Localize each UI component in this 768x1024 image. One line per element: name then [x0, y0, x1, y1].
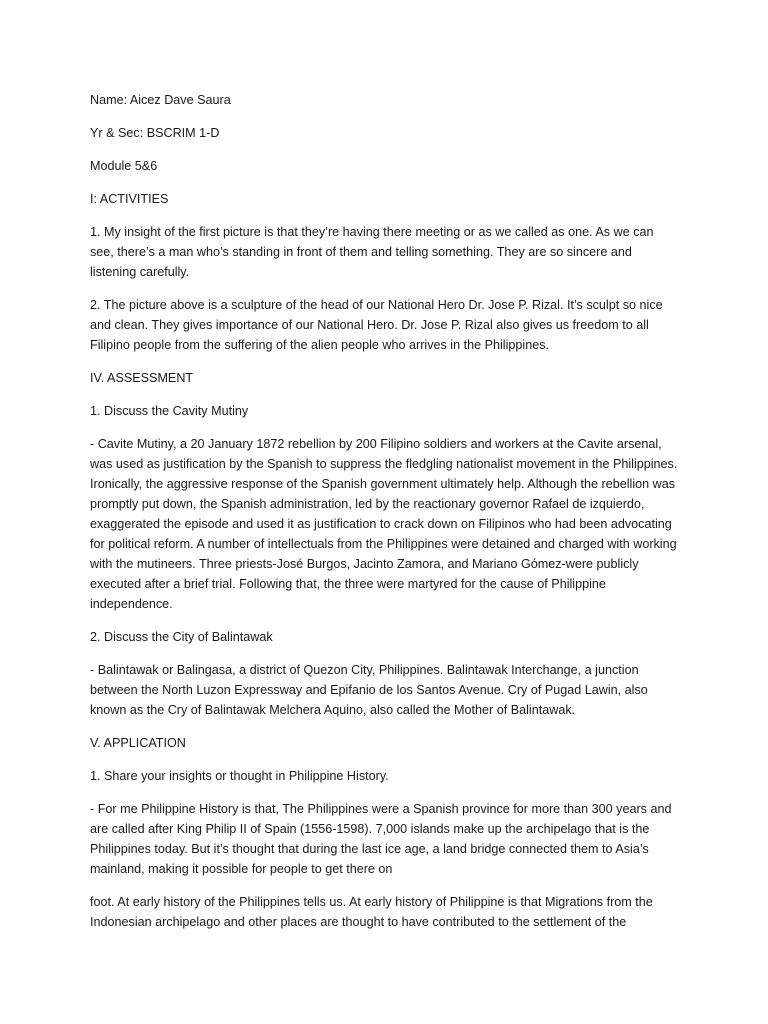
document-page: [90, 90, 680, 945]
assessment-question-1: 1. Discuss the Cavity Mutiny: [90, 404, 249, 418]
assessment-answer-2: - Balintawak or Balingasa, a district of Quezon City, Philippines. Balintawak Interchange, a junction between the North Luzon Expressway and Epifanio de los Santos Avenue. Cry of Pugad Lawin, also known as the Cry of Balintawak Melchera Aquino, also called the Mother of Balintawak.: [90, 663, 648, 717]
activities-item-2: 2. The picture above is a sculpture of the head of our National Hero Dr. Jose P. Rizal. It’s sculpt so nice and clean. They gives importance of our National Hero. Dr. Jose P. Rizal also gives us freedom to all Filipino people from the suffering of the alien people who arrives in the Philippines.: [90, 298, 663, 352]
assessment-answer-1: - Cavite Mutiny, a 20 January 1872 rebellion by 200 Filipino soldiers and workers at the Cavite arsenal, was used as justification by the Spanish to suppress the fledgling nationalist movement in the Philippines. Ironically, the aggressive response of the Spanish government ultimately help. Although the rebellion was promptly put down, the Spanish administration, led by the reactionary governor Rafael de izquierdo, exaggerated the episode and used it as justification to crack down on Filipinos who had been advocating for political reform. A number of intellectuals from the Philippines were detained and charged with working with the mutineers. Three priests-José Burgos, Jacinto Zamora, and Mariano Gómez-were publicly executed after a brief trial. Following that, the three were martyred for the cause of Philippine independence.: [90, 437, 678, 611]
application-answer-1-part-2: foot. At early history of the Philippines tells us. At early history of Philippine is that Migrations from the Indonesian archipelago and other places are thought to have contributed to the settlement of the: [90, 895, 653, 929]
activities-heading: I: ACTIVITIES: [90, 192, 169, 206]
assessment-heading: IV. ASSESSMENT: [90, 371, 194, 385]
assessment-question-2: 2. Discuss the City of Balintawak: [90, 630, 273, 644]
student-name: Name: Aicez Dave Saura: [90, 93, 231, 107]
application-heading: V. APPLICATION: [90, 736, 186, 750]
module-label: Module 5&6: [90, 159, 158, 173]
year-section: Yr & Sec: BSCRIM 1-D: [90, 126, 220, 140]
application-answer-1-part-1: - For me Philippine History is that, The Philippines were a Spanish province for more than 300 years and are called after King Philip II of Spain (1556-1598). 7,000 islands make up the archipelago that is the Philippines today. But it’s thought that during the last ice age, a land bridge connected them to Asia’s mainland, making it possible for people to get there on: [90, 802, 672, 876]
application-question-1: 1. Share your insights or thought in Philippine History.: [90, 769, 389, 783]
activities-item-1: 1. My insight of the first picture is that they’re having there meeting or as we called as one. As we can see, there’s a man who’s standing in front of them and telling something. They are so sincere and listening carefully.: [90, 225, 654, 279]
